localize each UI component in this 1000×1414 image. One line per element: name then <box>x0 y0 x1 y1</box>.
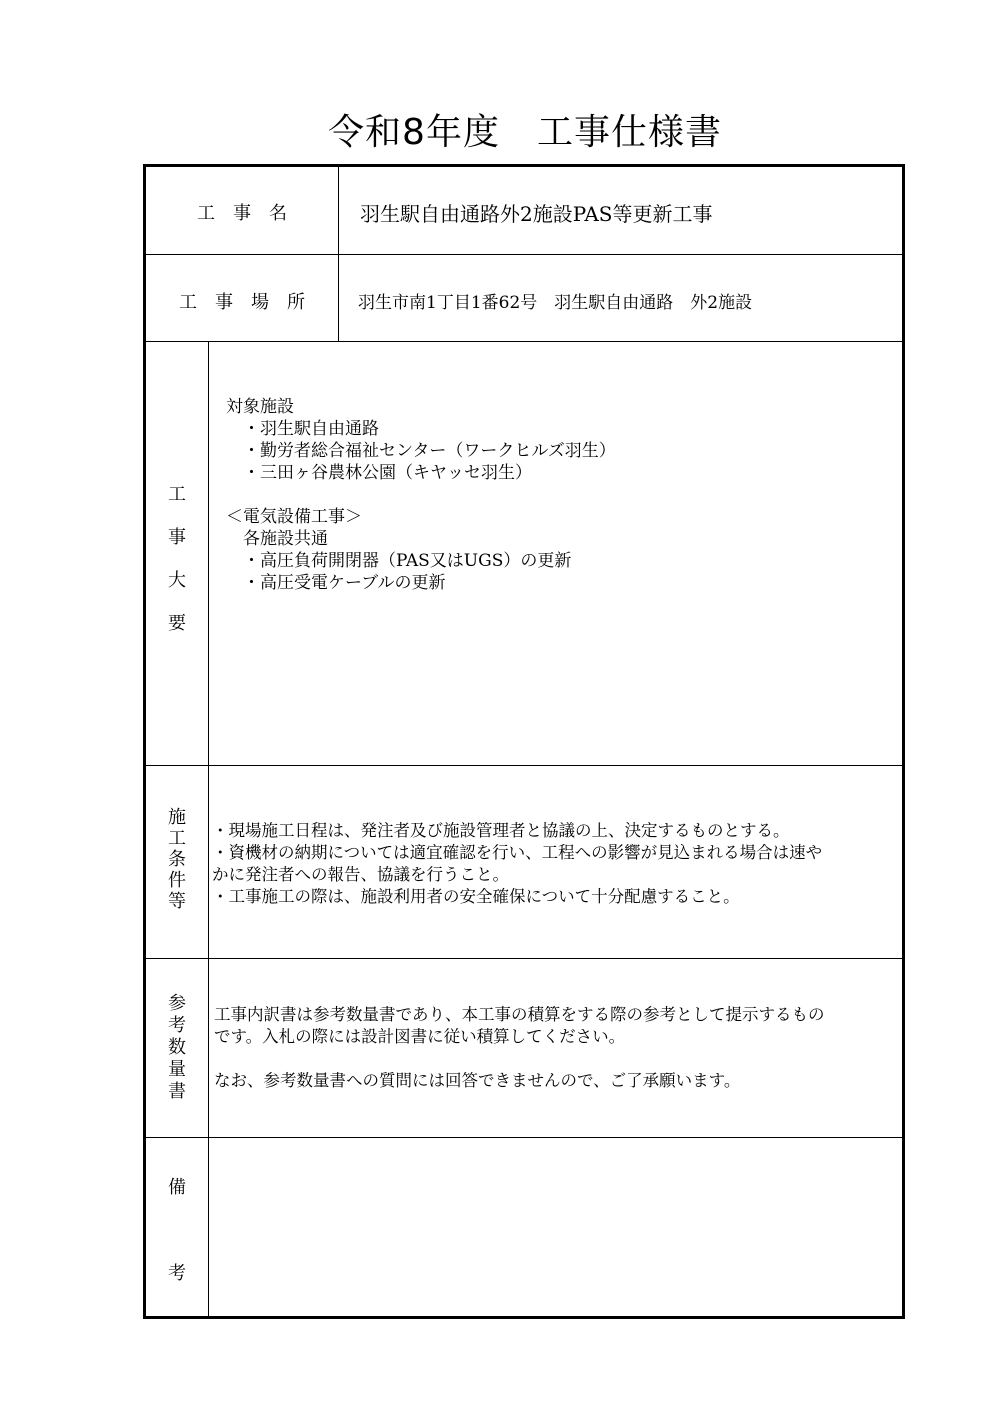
column-divider <box>208 342 209 1319</box>
spec-table <box>143 164 905 1319</box>
content-line: 対象施設 <box>226 397 294 417</box>
content-line: なお、参考数量書への質問には回答できませんので、ご了承願います。 <box>214 1071 741 1090</box>
sanko-suryosho-content <box>214 1004 825 1092</box>
label-char: 考 <box>168 1015 186 1036</box>
label-char: 参 <box>168 993 186 1014</box>
content-line: ・資機材の納期については適宜確認を行い、工程への影響が見込まれる場合は速や <box>212 843 823 862</box>
label-char: 量 <box>168 1059 186 1080</box>
content-line: ・現場施工日程は、発注者及び施設管理者と協議の上、決定するものとする。 <box>212 821 790 840</box>
content-line: ・三田ヶ谷農林公園（キヤッセ羽生） <box>226 463 532 483</box>
koji-mei-value: 羽生駅自由通路外2施設PAS等更新工事 <box>360 202 713 226</box>
label-char: 条 <box>168 849 186 870</box>
label-char: 大 <box>168 570 186 591</box>
koji-taiyo-label <box>147 480 207 652</box>
label-char: 件 <box>168 870 186 891</box>
label-char: 等 <box>168 891 186 912</box>
label-char: 工 <box>168 484 186 505</box>
label-char: 数 <box>168 1037 186 1058</box>
label-char: 要 <box>168 613 186 634</box>
koji-basho-label: 工 事 場 所 <box>179 292 305 313</box>
document-title: 令和8年度 工事仕様書 <box>328 112 722 153</box>
content-line <box>226 484 616 506</box>
label-char: 工 <box>168 828 186 849</box>
content-line <box>214 1048 825 1070</box>
content-line: かに発注者への報告、協議を行うこと。 <box>212 865 509 884</box>
seko-joken-label <box>147 807 207 912</box>
row-divider <box>146 765 902 766</box>
content-line: ＜電気設備工事＞ <box>226 507 362 527</box>
row-divider <box>146 254 902 255</box>
label-char: 事 <box>168 527 186 548</box>
row-divider <box>146 958 902 959</box>
row-divider <box>146 341 902 342</box>
label-char: 備 <box>168 1177 186 1198</box>
biko-content <box>210 1140 900 1318</box>
koji-basho-value: 羽生市南1丁目1番62号 羽生駅自由通路 外2施設 <box>358 293 753 313</box>
content-line: ・高圧負荷開閉器（PAS又はUGS）の更新 <box>226 551 572 571</box>
content-line: ・羽生駅自由通路 <box>226 419 379 439</box>
content-line: ・勤労者総合福祉センター（ワークヒルズ羽生） <box>226 441 616 461</box>
content-line: です。入札の際には設計図書に従い積算してください。 <box>214 1027 626 1046</box>
koji-taiyo-content <box>226 396 616 594</box>
label-char: 書 <box>168 1081 186 1102</box>
label-char: 施 <box>168 807 186 828</box>
seko-joken-content <box>212 820 822 908</box>
sanko-suryosho-label <box>147 993 207 1103</box>
content-line: ・高圧受電ケーブルの更新 <box>226 573 446 593</box>
column-divider <box>338 167 339 342</box>
biko-label <box>147 1173 207 1285</box>
label-char: 考 <box>168 1263 186 1284</box>
content-line: ・工事施工の際は、施設利用者の安全確保について十分配慮すること。 <box>212 887 740 906</box>
row-divider <box>146 1137 902 1138</box>
content-line: 工事内訳書は参考数量書であり、本工事の積算をする際の参考として提示するもの <box>214 1005 825 1024</box>
koji-mei-label: 工 事 名 <box>197 203 287 224</box>
content-line: 各施設共通 <box>226 529 328 549</box>
